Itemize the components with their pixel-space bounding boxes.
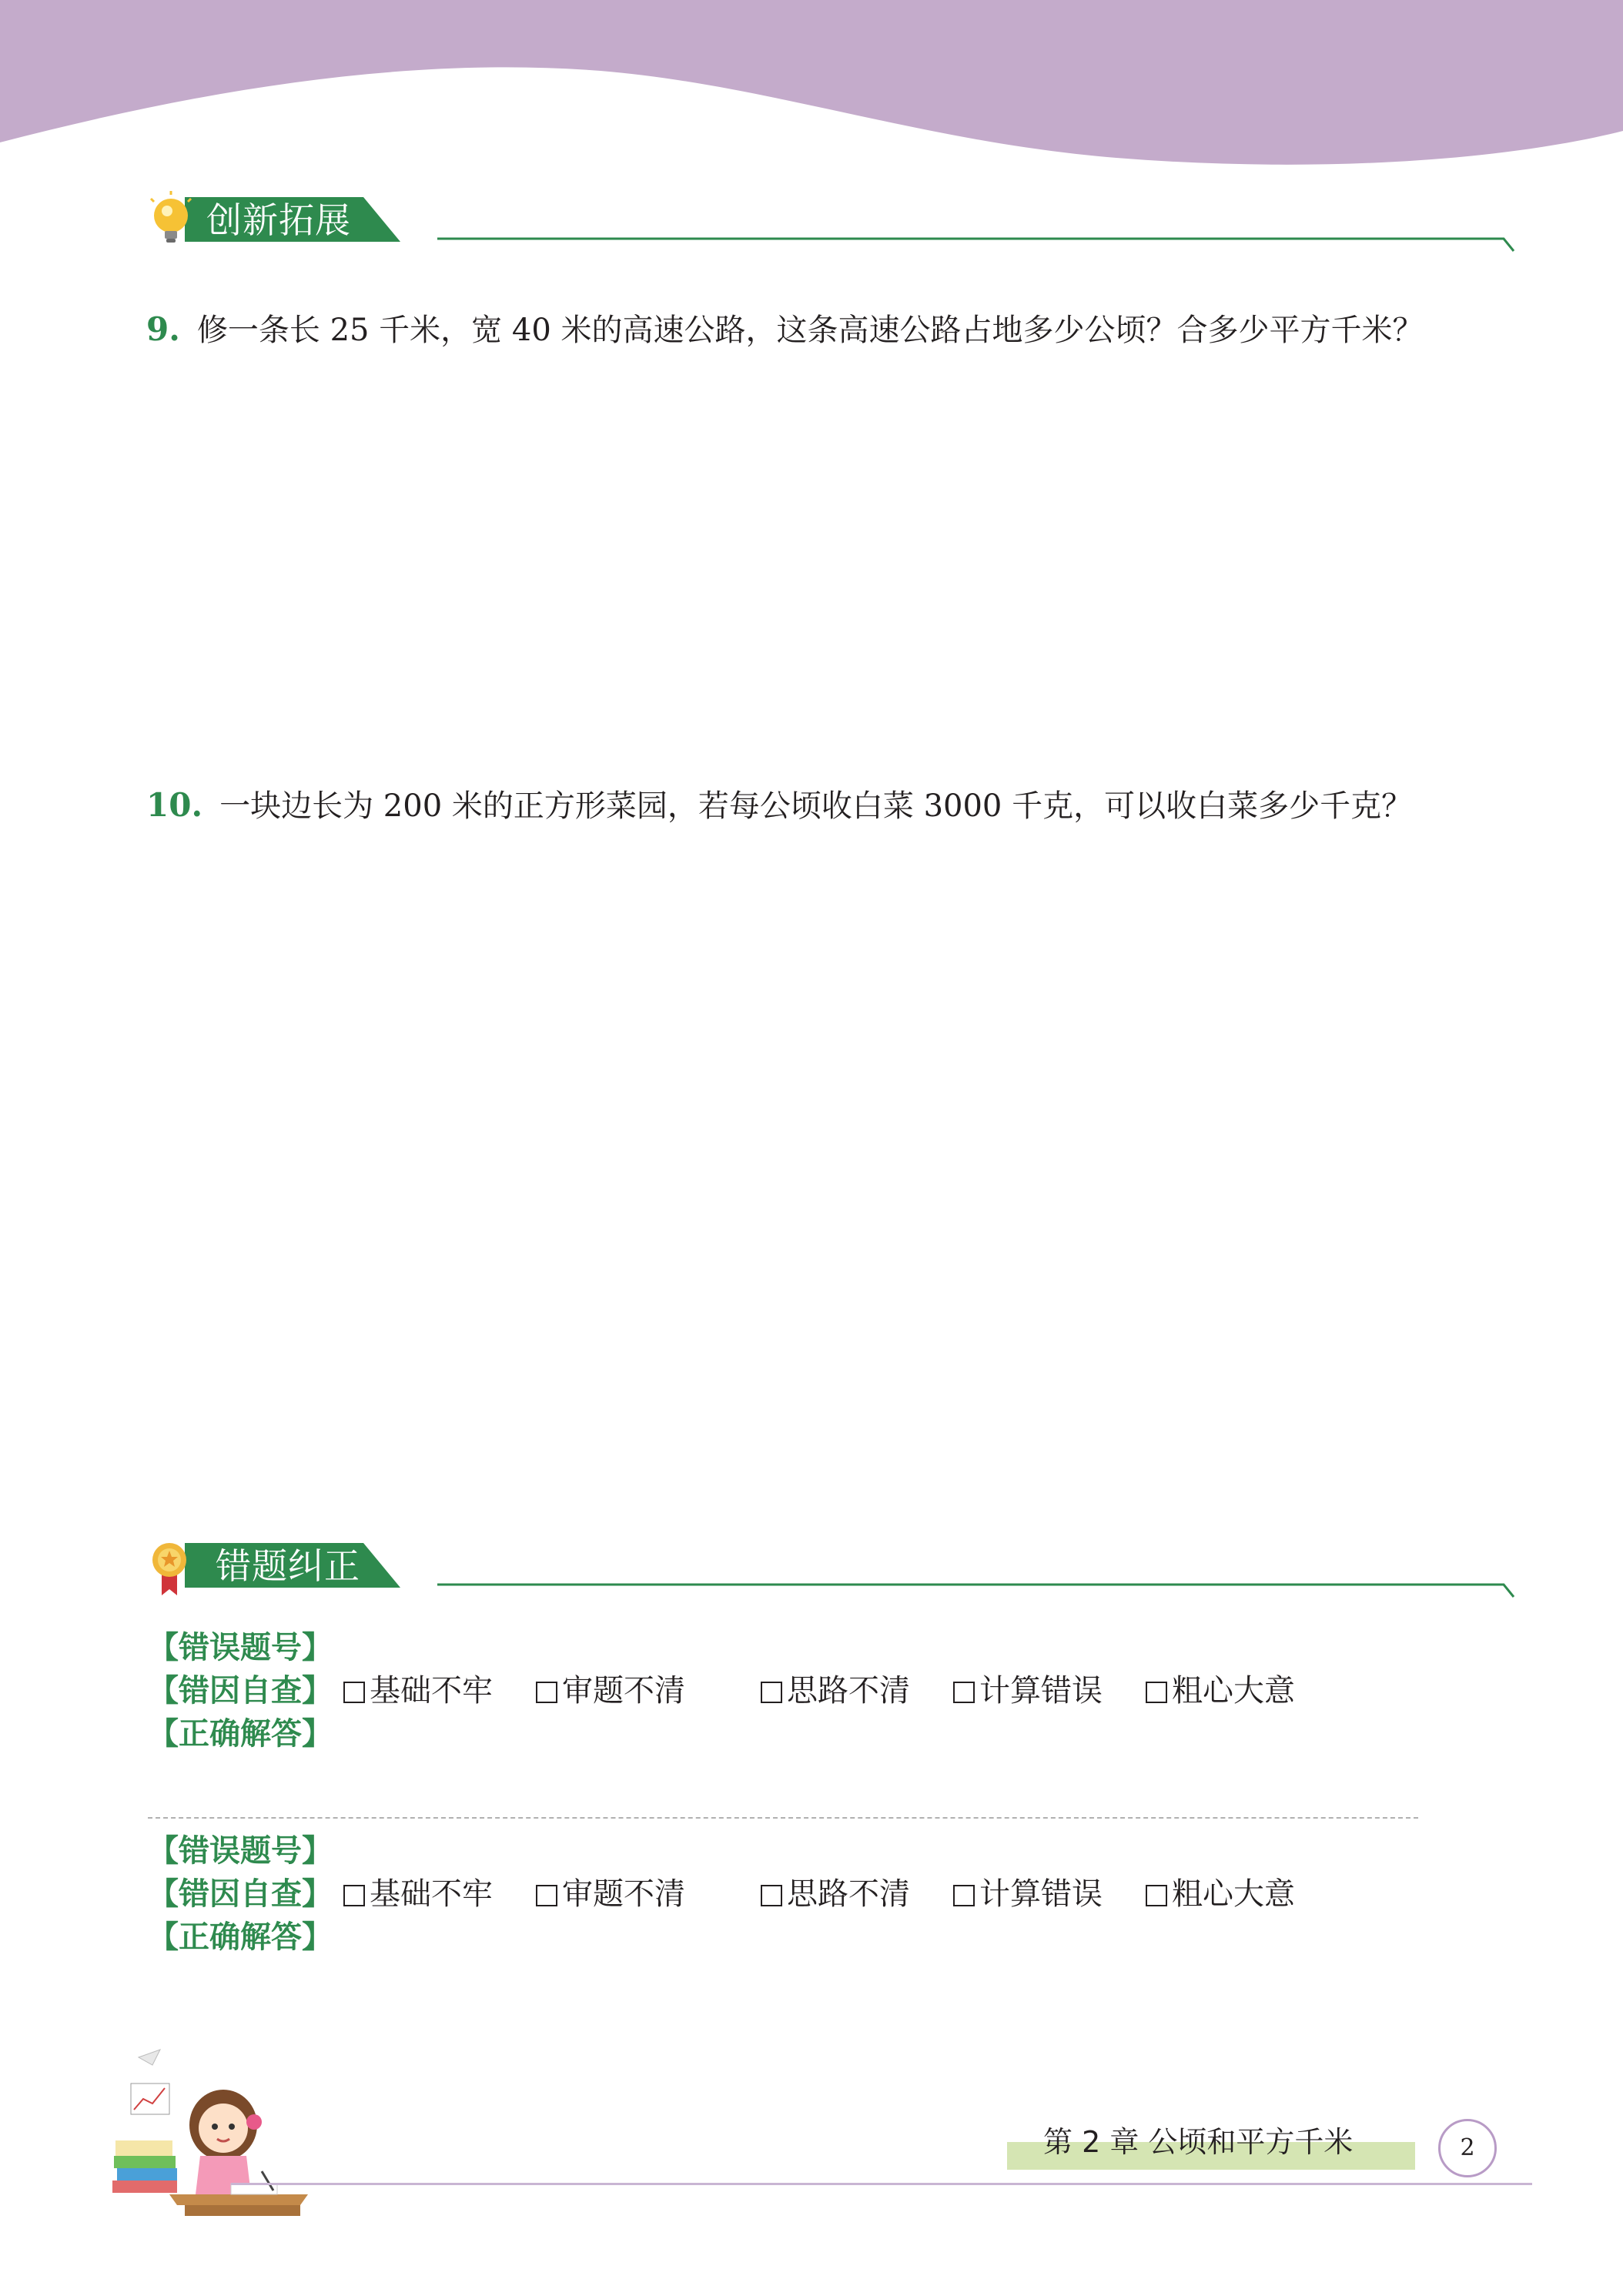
- wrong-number-row: [148, 1626, 1426, 1669]
- footer-chapter-title: 第 2 章 公顷和平方千米: [1043, 2125, 1354, 2159]
- checkbox[interactable]: [953, 1682, 975, 1703]
- question-text: 修一条长 25 千米，宽 40 米的高速公路，这条高速公路占地多少公顷？合多少平方千米？: [196, 313, 1424, 348]
- option-basics[interactable]: 基础不牢: [343, 1873, 493, 1916]
- checkbox[interactable]: [761, 1885, 782, 1906]
- page-number: 2: [1438, 2119, 1497, 2177]
- checkbox[interactable]: [1146, 1885, 1167, 1906]
- checkbox[interactable]: [343, 1885, 365, 1906]
- self-check-label: 【错因自查】: [148, 1876, 333, 1912]
- answer-row: [148, 1916, 1426, 1959]
- checkbox[interactable]: [536, 1682, 557, 1703]
- checkbox[interactable]: [343, 1682, 365, 1703]
- question-number: 9.: [146, 310, 180, 348]
- section-header-correction: [146, 1537, 1486, 1598]
- wrong-number-row: [148, 1829, 1426, 1873]
- self-check-row: [148, 1669, 1426, 1712]
- option-calculation[interactable]: 计算错误: [953, 1669, 1103, 1712]
- option-carelessness[interactable]: 粗心大意: [1146, 1873, 1295, 1916]
- footer-rule: [231, 2183, 1532, 2185]
- option-basics[interactable]: 基础不牢: [343, 1669, 493, 1712]
- checkbox[interactable]: [536, 1885, 557, 1906]
- student-mascot: [108, 2048, 323, 2217]
- section-header-extension: [146, 191, 1486, 253]
- section-title: 创新拓展: [206, 199, 351, 241]
- question-10: [146, 782, 1412, 829]
- option-reasoning[interactable]: 思路不清: [761, 1669, 910, 1712]
- section-rule: [437, 222, 1515, 253]
- checkbox[interactable]: [761, 1682, 782, 1703]
- option-reading[interactable]: 审题不清: [536, 1669, 685, 1712]
- question-number: 10.: [146, 786, 203, 824]
- self-check-label: 【错因自查】: [148, 1673, 333, 1709]
- question-9: [146, 306, 1424, 353]
- wrong-number-label: 【错误题号】: [148, 1630, 333, 1665]
- medal-icon: [152, 1543, 186, 1595]
- option-carelessness[interactable]: 粗心大意: [1146, 1669, 1295, 1712]
- option-reading[interactable]: 审题不清: [536, 1873, 685, 1916]
- dashed-divider: [148, 1817, 1418, 1819]
- section-rule: [437, 1568, 1515, 1598]
- self-check-row: [148, 1873, 1426, 1916]
- checkbox[interactable]: [1146, 1682, 1167, 1703]
- section-title: 错题纠正: [216, 1545, 360, 1587]
- wrong-number-label: 【错误题号】: [148, 1833, 333, 1869]
- answer-row: [148, 1712, 1426, 1755]
- option-reasoning[interactable]: 思路不清: [761, 1873, 910, 1916]
- checkbox[interactable]: [953, 1885, 975, 1906]
- correction-block: [148, 1829, 1426, 1959]
- top-wave-banner: [0, 0, 1623, 177]
- answer-label: 【正确解答】: [148, 1716, 333, 1752]
- correction-block: [148, 1626, 1426, 1755]
- answer-label: 【正确解答】: [148, 1919, 333, 1955]
- question-text: 一块边长为 200 米的正方形菜园，若每公顷收白菜 3000 千克，可以收白菜多少千克？: [219, 788, 1413, 824]
- option-calculation[interactable]: 计算错误: [953, 1873, 1103, 1916]
